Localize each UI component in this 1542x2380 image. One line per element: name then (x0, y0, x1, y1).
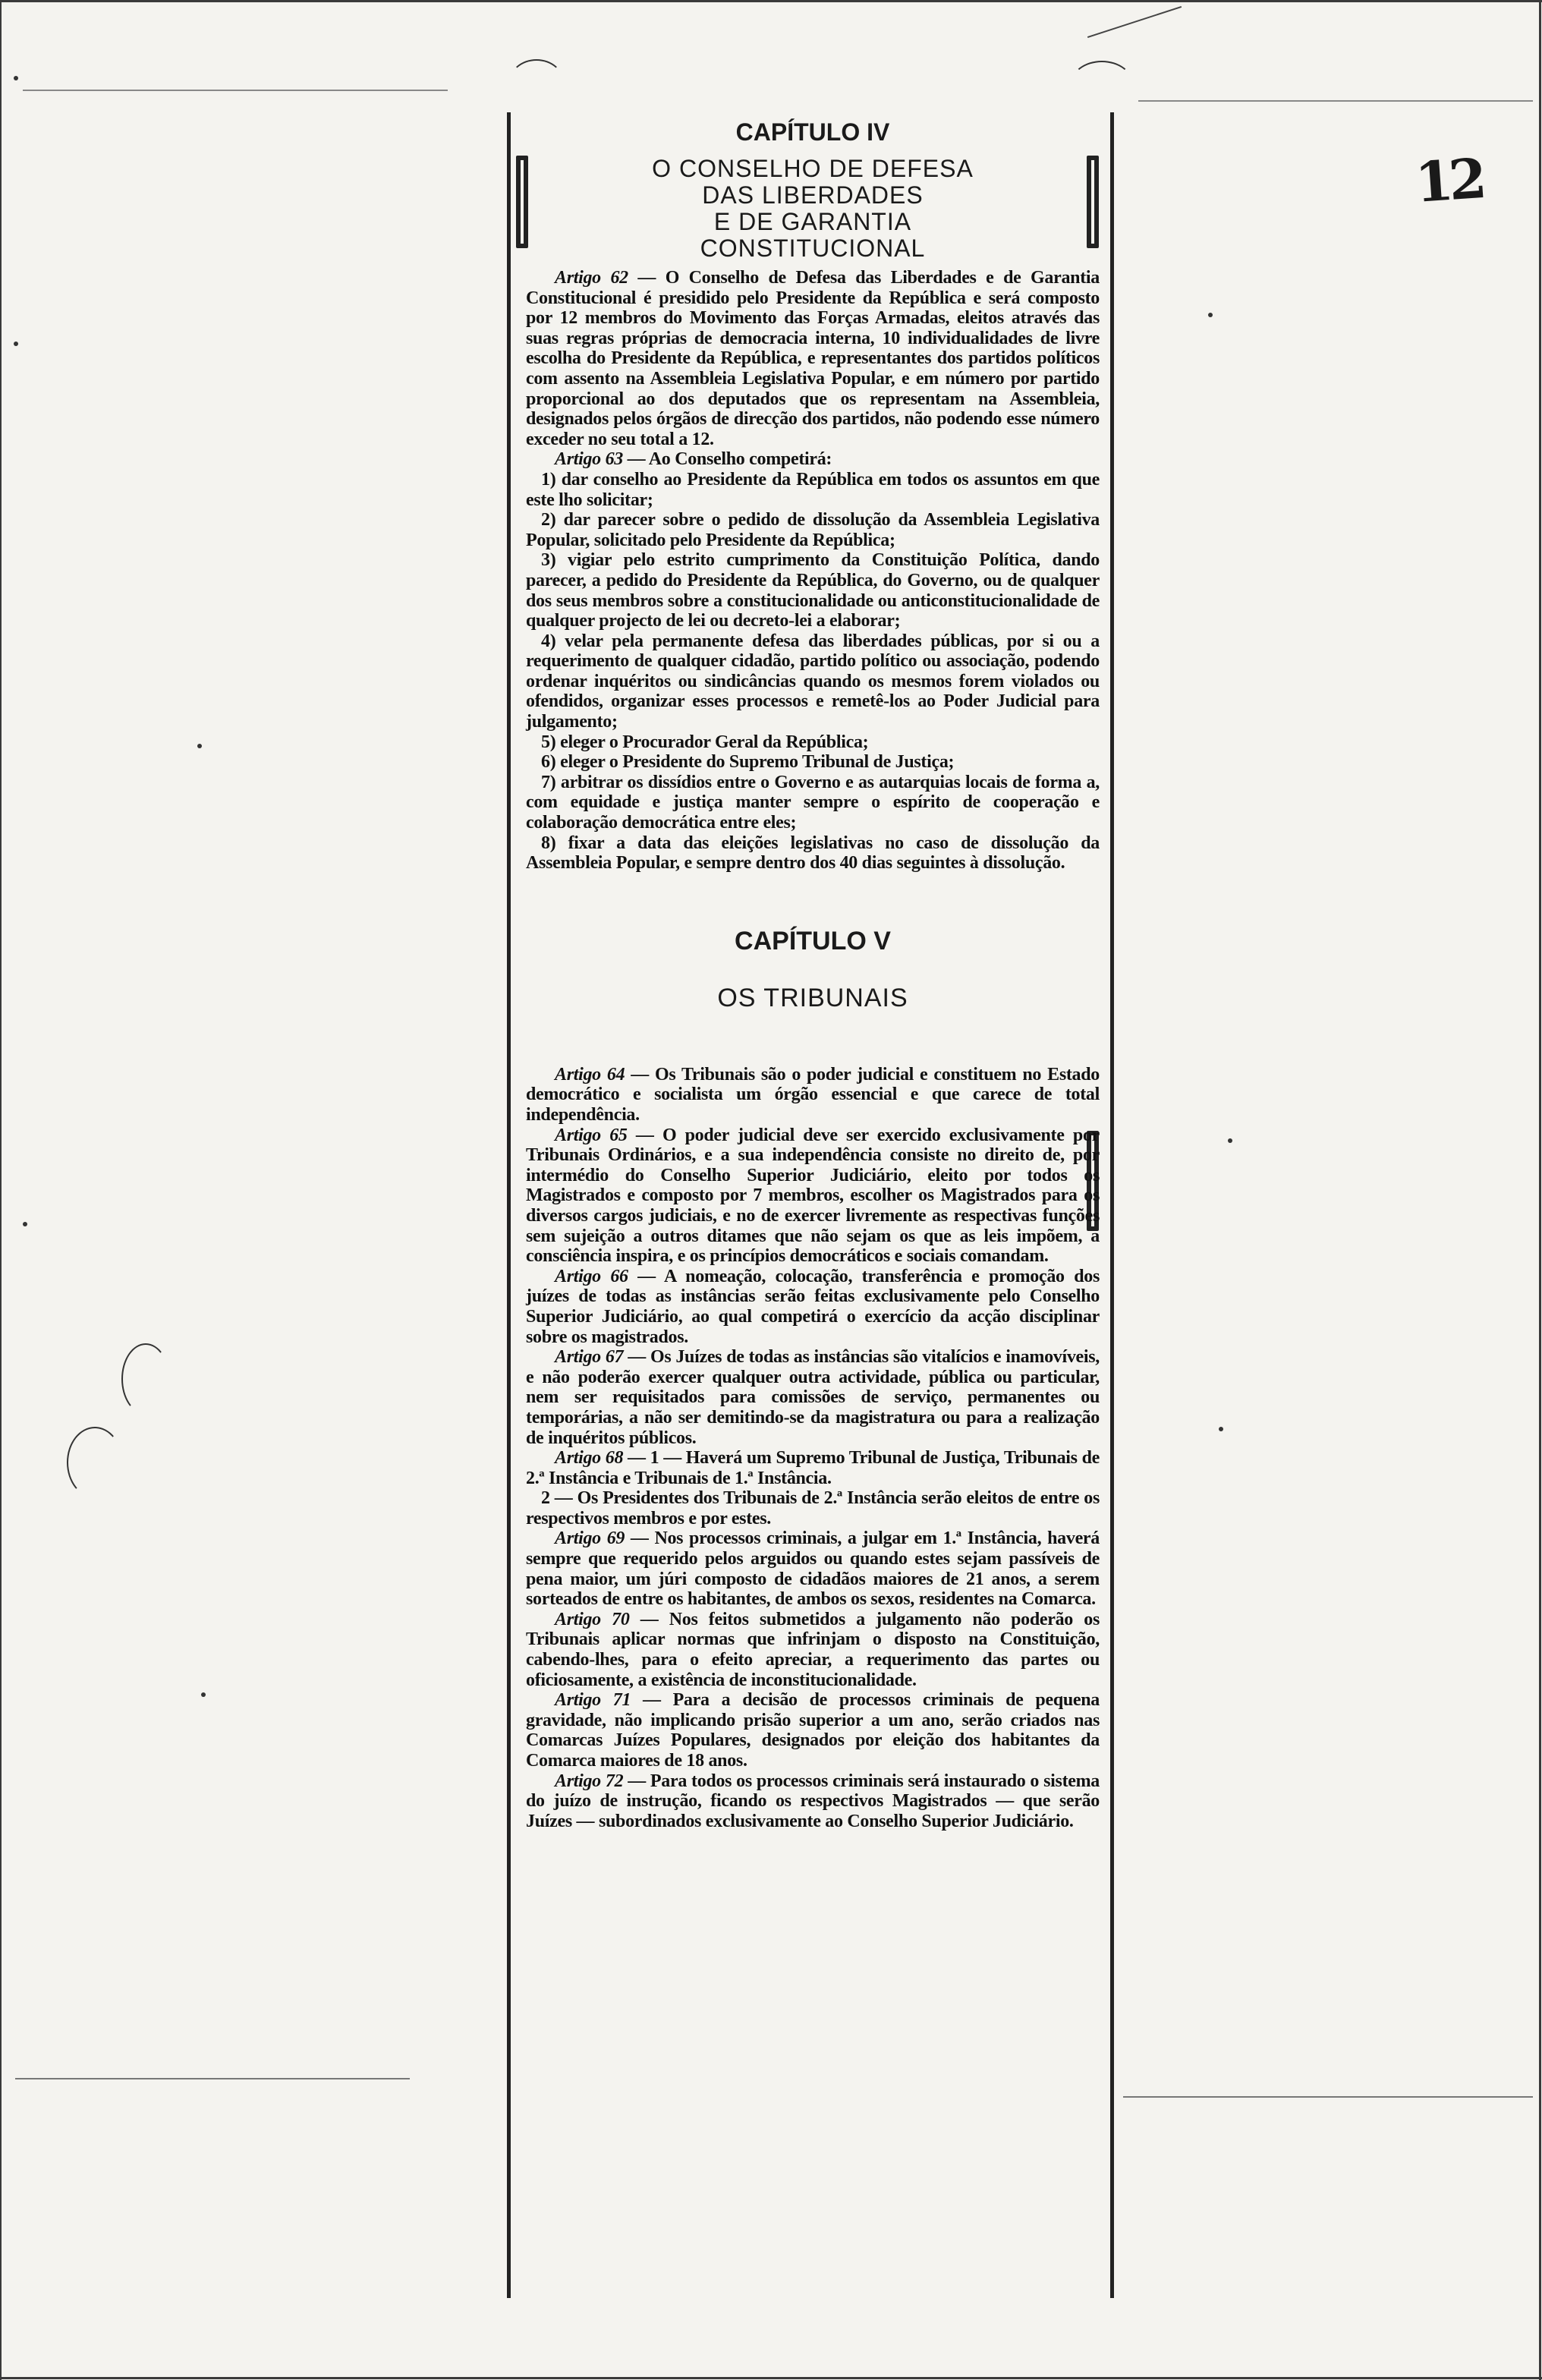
article-number: Artigo 67 (555, 1347, 624, 1368)
article-number: Artigo 68 (555, 1448, 624, 1469)
article-text: 1) dar conselho ao Presidente da República em todos os assuntos em que este lho solicitar; (526, 469, 1100, 510)
article-text: — 1 — Haverá um Supremo Tribunal de Justiça, Tribunais de 2.ª Instância e Tribunais de 1.ª Instância. (526, 1448, 1100, 1488)
article-text: 5) eleger o Procurador Geral da República; (541, 732, 869, 752)
article-column (507, 112, 1114, 2298)
article-text: 3) vigiar pelo estrito cumprimento da Constituição Política, dando parecer, a pedido do Presidente da República, do Governo, ou de qualquer dos seus membros sobre a constitucionalidade ou anticonstitucionalidade de qualquer projecto de lei ou decreto-lei a elaborar; (526, 550, 1100, 631)
article-item (526, 510, 1100, 550)
punch-hole-bottom (67, 1427, 123, 1498)
scan-speck (1208, 313, 1213, 317)
scan-dash-top-left (23, 90, 448, 91)
article-text: — O poder judicial deve ser exercido exclusivamente por Tribunais Ordinários, e a sua independência consiste no direito de, por intermédio do Conselho Superior Judiciário, eleito por todos os Magistrados e composto por 7 membros, escolher os Magistrados para os diversos cargos judiciais, e no de exercer livremente as respectivas funções sem sujeição a outros ditames que não sejam os que as leis impõem, a consciência inspira, e os princípios democráticos e sociais comandam. (526, 1125, 1100, 1267)
article-item (526, 732, 1100, 753)
scan-border-left (0, 0, 2, 2380)
scan-speck (1228, 1138, 1232, 1143)
article-number: Artigo 72 (555, 1771, 624, 1791)
article-item (526, 773, 1100, 833)
article-item (526, 550, 1100, 631)
article-text: 6) eleger o Presidente do Supremo Tribunal de Justiça; (541, 752, 955, 773)
scan-speck (14, 76, 18, 80)
scan-speck (23, 1222, 27, 1226)
article-text: — A nomeação, colocação, transferência e promoção dos juízes de todas as instâncias serão feitas exclusivamente pelo Conselho Superior Judiciário, ao qual competirá o exercício da acção disciplinar sobre os magistrados. (526, 1266, 1100, 1347)
scan-border-right (1539, 0, 1541, 2380)
chapter-title-line: DAS LIBERDADES (702, 181, 924, 209)
punch-hole-top (121, 1343, 170, 1415)
article-number: Artigo 63 (555, 449, 623, 470)
scan-dash-top-right (1138, 100, 1533, 102)
article-item (526, 631, 1100, 732)
scan-speck (201, 1692, 206, 1697)
article-text: — Ao Conselho competirá: (622, 449, 832, 470)
article-item (526, 470, 1100, 510)
article-paragraph (526, 1347, 1100, 1448)
chapter-number: CAPÍTULO IV (735, 118, 890, 146)
article-item (526, 1488, 1100, 1528)
scan-speck (197, 744, 202, 748)
page-number-handwritten: 12 (1413, 146, 1485, 215)
chapter-5-heading (526, 927, 1100, 1012)
scan-border-top (0, 0, 1542, 2)
article-number: Artigo 71 (555, 1690, 631, 1711)
article-text: — Os Juízes de todas as instâncias são vitalícios e inamovíveis, e não poderão exercer qualquer outra actividade, pública ou particular, nem ser requisitados para comissões de serviço, permanentes ou temporárias, a não ser demitindo-se da magistratura ou para a realização de inquéritos públicos. (526, 1347, 1100, 1448)
article-number: Artigo 64 (555, 1064, 625, 1085)
article-paragraph (526, 1065, 1100, 1125)
article-paragraph (526, 1610, 1100, 1690)
article-text: — Para todos os processos criminais será instaurado o sistema do juízo de instrução, ficando os respectivos Magistrados — que serão Juízes — subordinados exclusivamente ao Conselho Superior Judiciário. (526, 1771, 1100, 1831)
article-text: — Nos processos criminais, a julgar em 1.ª Instância, haverá sempre que requerido pelos arguidos ou quando estes sejam passíveis de pena maior, um júri composto de cidadãos maiores de 21 anos, a serem sorteados de entre os habitantes, de ambos os sexos, residentes na Comarca. (526, 1528, 1100, 1610)
article-paragraph (526, 268, 1100, 449)
article-paragraph (526, 1771, 1100, 1832)
article-number: Artigo 65 (555, 1125, 628, 1145)
chapter-title-line: OS TRIBUNAIS (717, 983, 908, 1012)
chapter-4-heading (526, 118, 1100, 262)
article-text: — Nos feitos submetidos a julgamento não poderão os Tribunais aplicar normas que infrinjam o disposto na Constituição, cabendo-lhes, para o efeito apreciar, a requerimento das partes ou oficiosamente, a existência de inconstitucionalidade. (526, 1609, 1100, 1690)
article-number: Artigo 62 (555, 268, 628, 288)
article-paragraph (526, 1125, 1100, 1267)
chapter-5-body (526, 1065, 1100, 1832)
article-item (526, 833, 1100, 874)
chapter-number: CAPÍTULO V (735, 926, 891, 955)
article-number: Artigo 66 (555, 1266, 628, 1286)
article-text: 4) velar pela permanente defesa das liberdades públicas, por si ou a requerimento de qualquer cidadão, partido político ou associação, podendo ordenar inquéritos ou sindicâncias quando os mesmos forem violados ou ofendidos, organizar esses processos e remetê-los ao Poder Judicial para julgamento; (526, 631, 1100, 732)
article-paragraph (526, 1267, 1100, 1347)
article-text: — O Conselho de Defesa das Liberdades e de Garantia Constitucional é presidido pelo Presidente da República e será composto por 12 membros do Movimento das Forças Armadas, eleitos através das suas regras próprias de democracia interna, 10 individualidades de livre escolha do Presidente da República, e representantes dos partidos políticos com assento na Assembleia Legislativa Popular, e em número por partido proporcional ao dos deputados que os representam na Assembleia, designados pelos órgãos de direcção dos partidos, não podendo esse número exceder no seu total a 12. (526, 268, 1100, 449)
article-number: Artigo 69 (555, 1528, 625, 1549)
scan-speck (14, 342, 18, 346)
article-item (526, 752, 1100, 773)
scan-diagonal (1087, 6, 1182, 38)
scan-arc-top-right (1070, 61, 1134, 109)
article-paragraph (526, 1690, 1100, 1771)
scan-dash-bottom-left (15, 2078, 410, 2079)
chapter-title-line: E DE GARANTIA (713, 208, 912, 235)
article-paragraph (526, 1448, 1100, 1488)
scan-border-bottom (0, 2377, 1542, 2379)
article-paragraph (526, 449, 1100, 470)
chapter-4-body (526, 268, 1100, 874)
chapter-title-line: CONSTITUCIONAL (700, 235, 926, 262)
chapter-title-line: O CONSELHO DE DEFESA (652, 155, 974, 182)
article-text: 7) arbitrar os dissídios entre o Governo e as autarquias locais de forma a, com equidade e justiça manter sempre o espírito de cooperação e colaboração democrática entre eles; (526, 772, 1100, 833)
scan-dash-bottom-right (1123, 2096, 1533, 2098)
article-text: 2 — Os Presidentes dos Tribunais de 2.ª Instância serão eleitos de entre os respectivos membros e por estes. (526, 1488, 1100, 1528)
scan-arc-top (508, 59, 565, 108)
article-text: — Os Tribunais são o poder judicial e constituem no Estado democrático e socialista um órgão essencial e que carece de total independência. (526, 1064, 1100, 1125)
article-number: Artigo 70 (555, 1609, 630, 1629)
article-text: 2) dar parecer sobre o pedido de dissolução da Assembleia Legislativa Popular, solicitado pelo Presidente da República; (526, 510, 1100, 550)
article-text: — Para a decisão de processos criminais de pequena gravidade, não implicando prisão superior a um ano, serão criados nas Comarcas Juízes Populares, designados por eleição dos habitantes da Comarca maiores de 18 anos. (526, 1690, 1100, 1771)
article-paragraph (526, 1528, 1100, 1609)
article-text: 8) fixar a data das eleições legislativas no caso de dissolução da Assembleia Popular, e sempre dentro dos 40 dias seguintes à dissolução. (526, 833, 1100, 874)
scan-speck (1219, 1427, 1223, 1431)
